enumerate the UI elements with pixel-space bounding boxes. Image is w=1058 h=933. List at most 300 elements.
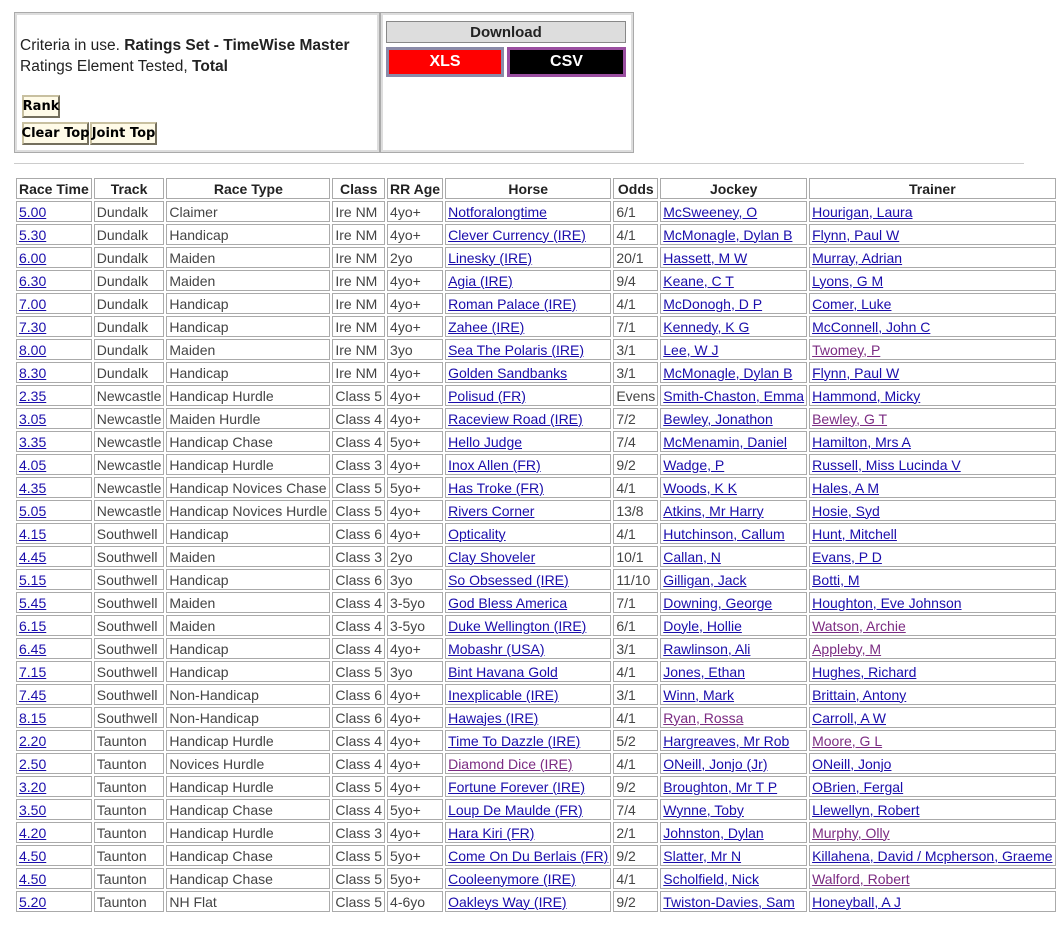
horse-cell[interactable] xyxy=(445,891,611,912)
trainer-cell[interactable] xyxy=(809,891,1055,912)
jockey-link[interactable]: Bewley, Jonathon xyxy=(663,410,773,427)
odds-cell xyxy=(613,293,658,314)
horse-link[interactable]: God Bless America xyxy=(448,594,568,611)
trainer-cell[interactable] xyxy=(809,523,1055,544)
jockey-link[interactable]: ONeill, Jonjo (Jr) xyxy=(663,755,768,772)
trainer-cell[interactable] xyxy=(809,270,1055,291)
jockey-link[interactable]: Smith-Chaston, Emma xyxy=(663,387,805,404)
time-cell[interactable] xyxy=(16,615,92,636)
time-cell[interactable] xyxy=(16,247,92,268)
time-cell[interactable] xyxy=(16,316,92,337)
jockey-cell[interactable] xyxy=(660,339,807,360)
trainer-link[interactable]: Brittain, Antony xyxy=(812,686,907,703)
time-cell[interactable] xyxy=(16,546,92,567)
horse-link[interactable]: Inexplicable (IRE) xyxy=(448,686,559,703)
trainer-link[interactable]: Flynn, Paul W xyxy=(812,226,900,243)
time-cell[interactable] xyxy=(16,270,92,291)
jockey-link[interactable]: Winn, Mark xyxy=(663,686,735,703)
jockey-cell[interactable] xyxy=(660,270,807,291)
header-horse: Horse xyxy=(445,178,611,199)
jockey-cell[interactable] xyxy=(660,638,807,659)
horse-cell[interactable] xyxy=(445,339,611,360)
trainer-link[interactable]: Hales, A M xyxy=(812,479,880,496)
jockey-cell[interactable] xyxy=(660,362,807,383)
track-cell xyxy=(94,615,165,636)
jockey-link[interactable]: McSweeney, O xyxy=(663,203,758,220)
jockey-cell[interactable] xyxy=(660,707,807,728)
jockey-link[interactable]: McMonagle, Dylan B xyxy=(663,364,793,381)
trainer-link[interactable]: OBrien, Fergal xyxy=(812,778,904,795)
track-cell xyxy=(94,891,165,912)
jockey-cell[interactable] xyxy=(660,523,807,544)
jockey-link[interactable]: Twiston-Davies, Sam xyxy=(663,893,795,910)
xls-download-button[interactable]: XLS xyxy=(386,47,504,77)
race-time-link[interactable]: 5.30 xyxy=(19,226,47,243)
trainer-cell[interactable] xyxy=(809,822,1055,843)
trainer-link[interactable]: Bewley, G T xyxy=(812,410,888,427)
trainer-link[interactable]: Murray, Adrian xyxy=(812,249,903,266)
trainer-cell[interactable] xyxy=(809,431,1055,452)
jockey-link[interactable]: McDonogh, D P xyxy=(663,295,763,312)
time-cell[interactable] xyxy=(16,201,92,222)
age-cell xyxy=(387,707,443,728)
horse-link[interactable]: Opticality xyxy=(448,525,506,542)
horse-cell[interactable] xyxy=(445,822,611,843)
horse-link[interactable]: Agia (IRE) xyxy=(448,272,513,289)
horse-link[interactable]: Loup De Maulde (FR) xyxy=(448,801,583,818)
horse-link[interactable]: Roman Palace (IRE) xyxy=(448,295,577,312)
horse-link[interactable]: Hara Kiri (FR) xyxy=(448,824,535,841)
trainer-link[interactable]: Hammond, Micky xyxy=(812,387,921,404)
horse-cell[interactable] xyxy=(445,592,611,613)
jockey-link[interactable]: Hargreaves, Mr Rob xyxy=(663,732,790,749)
time-cell[interactable] xyxy=(16,730,92,751)
horse-link[interactable]: Golden Sandbanks xyxy=(448,364,568,381)
trainer-link[interactable]: Hunt, Mitchell xyxy=(812,525,897,542)
time-cell[interactable] xyxy=(16,454,92,475)
class-cell: Class 3 xyxy=(335,824,383,841)
table-row xyxy=(16,408,1056,429)
horse-cell[interactable] xyxy=(445,523,611,544)
trainer-cell[interactable] xyxy=(809,408,1055,429)
jockey-cell[interactable] xyxy=(660,730,807,751)
trainer-cell[interactable] xyxy=(809,454,1055,475)
joint-top-button[interactable]: Joint Top xyxy=(90,122,157,145)
trainer-link[interactable]: Walford, Robert xyxy=(812,870,910,887)
time-cell[interactable] xyxy=(16,822,92,843)
horse-cell[interactable] xyxy=(445,293,611,314)
horse-link[interactable]: Sea The Polaris (IRE) xyxy=(448,341,584,358)
jockey-link[interactable]: Downing, George xyxy=(663,594,773,611)
horse-link[interactable]: Fortune Forever (IRE) xyxy=(448,778,586,795)
jockey-cell[interactable] xyxy=(660,500,807,521)
jockey-cell[interactable] xyxy=(660,293,807,314)
divider xyxy=(14,163,1024,164)
horse-cell[interactable] xyxy=(445,707,611,728)
odds-cell: 9/2 xyxy=(616,456,636,473)
race-time-link[interactable]: 3.20 xyxy=(19,778,47,795)
trainer-link[interactable]: Murphy, Olly xyxy=(812,824,890,841)
horse-link[interactable]: Cooleenymore (IRE) xyxy=(448,870,576,887)
trainer-cell[interactable] xyxy=(809,362,1055,383)
time-cell[interactable] xyxy=(16,799,92,820)
time-cell[interactable] xyxy=(16,776,92,797)
trainer-link[interactable]: Houghton, Eve Johnson xyxy=(812,594,962,611)
odds-cell xyxy=(613,477,658,498)
time-cell[interactable] xyxy=(16,592,92,613)
class-cell: Class 6 xyxy=(335,686,383,703)
odds-cell xyxy=(613,546,658,567)
trainer-cell[interactable] xyxy=(809,845,1055,866)
class-cell: Class 5 xyxy=(335,502,383,519)
race-time-link[interactable]: 5.15 xyxy=(19,571,47,588)
time-cell[interactable] xyxy=(16,408,92,429)
race-time-link[interactable]: 3.35 xyxy=(19,433,47,450)
type-cell xyxy=(166,339,330,360)
track-cell xyxy=(94,707,165,728)
horse-cell[interactable] xyxy=(445,270,611,291)
odds-cell: 4/1 xyxy=(616,755,636,772)
time-cell[interactable] xyxy=(16,891,92,912)
jockey-cell[interactable] xyxy=(660,569,807,590)
jockey-link[interactable]: Wadge, P xyxy=(663,456,725,473)
time-cell[interactable] xyxy=(16,684,92,705)
race-time-link[interactable]: 2.20 xyxy=(19,732,47,749)
horse-link[interactable]: Hello Judge xyxy=(448,433,523,450)
jockey-link[interactable]: Kennedy, K G xyxy=(663,318,750,335)
trainer-cell[interactable] xyxy=(809,293,1055,314)
jockey-link[interactable]: McMonagle, Dylan B xyxy=(663,226,793,243)
time-cell[interactable] xyxy=(16,385,92,406)
trainer-link[interactable]: McConnell, John C xyxy=(812,318,931,335)
trainer-cell[interactable] xyxy=(809,500,1055,521)
trainer-link[interactable]: Comer, Luke xyxy=(812,295,892,312)
horse-cell[interactable] xyxy=(445,477,611,498)
jockey-cell[interactable] xyxy=(660,661,807,682)
track-cell xyxy=(94,845,165,866)
race-time-link[interactable]: 4.05 xyxy=(19,456,47,473)
trainer-link[interactable]: Hamilton, Mrs A xyxy=(812,433,911,450)
jockey-cell[interactable] xyxy=(660,454,807,475)
horse-cell[interactable] xyxy=(445,224,611,245)
time-cell[interactable] xyxy=(16,339,92,360)
time-cell[interactable] xyxy=(16,707,92,728)
horse-link[interactable]: Inox Allen (FR) xyxy=(448,456,541,473)
race-time-link[interactable]: 7.30 xyxy=(19,318,47,335)
horse-cell[interactable] xyxy=(445,408,611,429)
horse-cell[interactable] xyxy=(445,661,611,682)
jockey-cell[interactable] xyxy=(660,891,807,912)
class-cell xyxy=(332,822,385,843)
jockey-cell[interactable] xyxy=(660,224,807,245)
jockey-cell[interactable] xyxy=(660,822,807,843)
download-title: Download xyxy=(386,21,626,43)
age-cell xyxy=(387,638,443,659)
horse-link[interactable]: Diamond Dice (IRE) xyxy=(448,755,573,772)
horse-cell[interactable] xyxy=(445,546,611,567)
trainer-link[interactable]: Hughes, Richard xyxy=(812,663,917,680)
jockey-link[interactable]: Rawlinson, Ali xyxy=(663,640,751,657)
horse-cell[interactable] xyxy=(445,684,611,705)
trainer-cell[interactable] xyxy=(809,569,1055,590)
trainer-cell[interactable] xyxy=(809,753,1055,774)
horse-cell[interactable] xyxy=(445,431,611,452)
horse-cell[interactable] xyxy=(445,753,611,774)
jockey-cell[interactable] xyxy=(660,385,807,406)
time-cell[interactable] xyxy=(16,477,92,498)
race-time-link[interactable]: 5.05 xyxy=(19,502,47,519)
horse-cell[interactable] xyxy=(445,776,611,797)
jockey-cell[interactable] xyxy=(660,776,807,797)
jockey-link[interactable]: Doyle, Hollie xyxy=(663,617,742,634)
jockey-link[interactable]: Gilligan, Jack xyxy=(663,571,747,588)
time-cell[interactable] xyxy=(16,362,92,383)
horse-link[interactable]: Oakleys Way (IRE) xyxy=(448,893,567,910)
jockey-link[interactable]: Johnston, Dylan xyxy=(663,824,764,841)
odds-cell xyxy=(613,799,658,820)
horse-link[interactable]: Time To Dazzle (IRE) xyxy=(448,732,581,749)
trainer-link[interactable]: Honeyball, A J xyxy=(812,893,901,910)
trainer-link[interactable]: Watson, Archie xyxy=(812,617,906,634)
horse-link[interactable]: Bint Havana Gold xyxy=(448,663,558,680)
race-time-link[interactable]: 7.15 xyxy=(19,663,47,680)
jockey-cell[interactable] xyxy=(660,477,807,498)
horse-cell[interactable] xyxy=(445,868,611,889)
trainer-cell[interactable] xyxy=(809,776,1055,797)
track-cell xyxy=(94,661,165,682)
jockey-link[interactable]: McMenamin, Daniel xyxy=(663,433,787,450)
race-time-link[interactable]: 6.45 xyxy=(19,640,47,657)
race-time-link[interactable]: 4.50 xyxy=(19,847,47,864)
race-time-link[interactable]: 4.35 xyxy=(19,479,47,496)
jockey-cell[interactable] xyxy=(660,615,807,636)
horse-link[interactable]: Clay Shoveler xyxy=(448,548,536,565)
trainer-link[interactable]: Twomey, P xyxy=(812,341,881,358)
race-time-link[interactable]: 8.15 xyxy=(19,709,47,726)
odds-cell xyxy=(613,431,658,452)
horse-link[interactable]: Linesky (IRE) xyxy=(448,249,533,266)
time-cell[interactable] xyxy=(16,569,92,590)
horse-link[interactable]: Raceview Road (IRE) xyxy=(448,410,583,427)
trainer-cell[interactable] xyxy=(809,201,1055,222)
jockey-cell[interactable] xyxy=(660,799,807,820)
trainer-link[interactable]: Russell, Miss Lucinda V xyxy=(812,456,961,473)
jockey-cell[interactable] xyxy=(660,845,807,866)
trainer-link[interactable]: Llewellyn, Robert xyxy=(812,801,920,818)
horse-cell[interactable] xyxy=(445,615,611,636)
jockey-link[interactable]: Woods, K K xyxy=(663,479,737,496)
horse-link[interactable]: Mobashr (USA) xyxy=(448,640,545,657)
time-cell[interactable] xyxy=(16,845,92,866)
csv-download-button[interactable]: CSV xyxy=(507,47,626,77)
horse-cell[interactable] xyxy=(445,454,611,475)
trainer-cell[interactable] xyxy=(809,316,1055,337)
trainer-cell[interactable] xyxy=(809,707,1055,728)
horse-cell[interactable] xyxy=(445,730,611,751)
jockey-link[interactable]: Lee, W J xyxy=(663,341,719,358)
race-time-link[interactable]: 8.30 xyxy=(19,364,47,381)
type-cell xyxy=(166,385,330,406)
trainer-cell[interactable] xyxy=(809,247,1055,268)
trainer-cell[interactable] xyxy=(809,546,1055,567)
trainer-link[interactable]: Killahena, David / Mcpherson, Graeme xyxy=(812,847,1053,864)
time-cell[interactable] xyxy=(16,293,92,314)
time-cell[interactable] xyxy=(16,500,92,521)
odds-cell: 3/1 xyxy=(616,341,636,358)
track-cell xyxy=(94,684,165,705)
jockey-link[interactable]: Ryan, Rossa xyxy=(663,709,744,726)
age-cell xyxy=(387,615,443,636)
race-time-link[interactable]: 2.35 xyxy=(19,387,47,404)
jockey-link[interactable]: Keane, C T xyxy=(663,272,734,289)
race-time-link[interactable]: 4.50 xyxy=(19,870,47,887)
race-time-link[interactable]: 4.15 xyxy=(19,525,47,542)
race-time-link[interactable]: 4.20 xyxy=(19,824,47,841)
trainer-link[interactable]: Flynn, Paul W xyxy=(812,364,900,381)
class-cell xyxy=(332,316,385,337)
trainer-cell[interactable] xyxy=(809,224,1055,245)
horse-link[interactable]: Notforalongtime xyxy=(448,203,547,220)
race-time-link[interactable]: 4.45 xyxy=(19,548,47,565)
jockey-cell[interactable] xyxy=(660,431,807,452)
horse-link[interactable]: Rivers Corner xyxy=(448,502,535,519)
trainer-cell[interactable] xyxy=(809,868,1055,889)
time-cell[interactable] xyxy=(16,868,92,889)
jockey-link[interactable]: Scholfield, Nick xyxy=(663,870,759,887)
age-cell xyxy=(387,201,443,222)
time-cell[interactable] xyxy=(16,523,92,544)
track-cell xyxy=(94,201,165,222)
trainer-cell[interactable] xyxy=(809,661,1055,682)
trainer-link[interactable]: ONeill, Jonjo xyxy=(812,755,892,772)
race-time-link[interactable]: 5.00 xyxy=(19,203,47,220)
horse-link[interactable]: Polisud (FR) xyxy=(448,387,526,404)
race-time-link[interactable]: 5.20 xyxy=(19,893,47,910)
time-cell[interactable] xyxy=(16,753,92,774)
trainer-cell[interactable] xyxy=(809,799,1055,820)
trainer-link[interactable]: Hourigan, Laura xyxy=(812,203,913,220)
trainer-cell[interactable] xyxy=(809,730,1055,751)
jockey-cell[interactable] xyxy=(660,247,807,268)
horse-link[interactable]: Clever Currency (IRE) xyxy=(448,226,586,243)
horse-link[interactable]: Hawajes (IRE) xyxy=(448,709,539,726)
horse-cell[interactable] xyxy=(445,799,611,820)
trainer-cell[interactable] xyxy=(809,684,1055,705)
race-time-link[interactable]: 3.05 xyxy=(19,410,47,427)
type-cell xyxy=(166,224,330,245)
race-time-link[interactable]: 2.50 xyxy=(19,755,47,772)
jockey-link[interactable]: Hassett, M W xyxy=(663,249,748,266)
time-cell[interactable] xyxy=(16,638,92,659)
jockey-link[interactable]: Hutchinson, Callum xyxy=(663,525,785,542)
horse-cell[interactable] xyxy=(445,638,611,659)
trainer-link[interactable]: Moore, G L xyxy=(812,732,883,749)
horse-cell[interactable] xyxy=(445,845,611,866)
horse-cell[interactable] xyxy=(445,316,611,337)
jockey-cell[interactable] xyxy=(660,753,807,774)
trainer-cell[interactable] xyxy=(809,615,1055,636)
clear-top-button[interactable]: Clear Top xyxy=(22,122,89,145)
horse-link[interactable]: Come On Du Berlais (FR) xyxy=(448,847,609,864)
jockey-link[interactable]: Callan, N xyxy=(663,548,721,565)
jockey-cell[interactable] xyxy=(660,546,807,567)
jockey-cell[interactable] xyxy=(660,201,807,222)
trainer-link[interactable]: Hosie, Syd xyxy=(812,502,880,519)
odds-cell xyxy=(613,569,658,590)
race-time-link[interactable]: 8.00 xyxy=(19,341,47,358)
jockey-link[interactable]: Slatter, Mr N xyxy=(663,847,742,864)
trainer-link[interactable]: Botti, M xyxy=(812,571,860,588)
trainer-link[interactable]: Lyons, G M xyxy=(812,272,884,289)
race-time-link[interactable]: 7.00 xyxy=(19,295,47,312)
jockey-link[interactable]: Wynne, Toby xyxy=(663,801,744,818)
trainer-cell[interactable] xyxy=(809,592,1055,613)
jockey-cell[interactable] xyxy=(660,868,807,889)
track-cell xyxy=(94,477,165,498)
class-cell: Ire NM xyxy=(335,341,378,358)
jockey-cell[interactable] xyxy=(660,684,807,705)
race-time-link[interactable]: 6.00 xyxy=(19,249,47,266)
jockey-cell[interactable] xyxy=(660,408,807,429)
trainer-link[interactable]: Appleby, M xyxy=(812,640,882,657)
class-cell: Class 4 xyxy=(335,801,383,818)
trainer-link[interactable]: Evans, P D xyxy=(812,548,882,565)
time-cell[interactable] xyxy=(16,661,92,682)
header-race-time: Race Time xyxy=(16,178,92,199)
jockey-link[interactable]: Jones, Ethan xyxy=(663,663,745,680)
type-cell xyxy=(166,477,330,498)
race-time-link[interactable]: 6.15 xyxy=(19,617,47,634)
odds-cell: 4/1 xyxy=(616,226,636,243)
jockey-link[interactable]: Broughton, Mr T P xyxy=(663,778,778,795)
horse-link[interactable]: Duke Wellington (IRE) xyxy=(448,617,587,634)
jockey-cell[interactable] xyxy=(660,316,807,337)
track-cell: Southwell xyxy=(96,571,158,588)
odds-cell xyxy=(613,339,658,360)
table-row xyxy=(16,362,1056,383)
trainer-cell[interactable] xyxy=(809,385,1055,406)
horse-cell[interactable] xyxy=(445,201,611,222)
class-cell: Class 5 xyxy=(335,663,383,680)
type-cell xyxy=(166,270,330,291)
jockey-link[interactable]: Atkins, Mr Harry xyxy=(663,502,764,519)
odds-cell: 7/4 xyxy=(616,433,636,450)
trainer-link[interactable]: Carroll, A W xyxy=(812,709,886,726)
jockey-cell[interactable] xyxy=(660,592,807,613)
race-time-link[interactable]: 5.45 xyxy=(19,594,47,611)
trainer-cell[interactable] xyxy=(809,638,1055,659)
race-time-link[interactable]: 6.30 xyxy=(19,272,47,289)
time-cell[interactable] xyxy=(16,224,92,245)
horse-link[interactable]: Has Troke (FR) xyxy=(448,479,544,496)
horse-link[interactable]: Zahee (IRE) xyxy=(448,318,525,335)
horse-cell[interactable] xyxy=(445,362,611,383)
class-cell: Ire NM xyxy=(335,295,378,312)
race-time-link[interactable]: 7.45 xyxy=(19,686,47,703)
horse-cell[interactable] xyxy=(445,569,611,590)
trainer-cell[interactable] xyxy=(809,477,1055,498)
horse-link[interactable]: So Obsessed (IRE) xyxy=(448,571,569,588)
horse-cell[interactable] xyxy=(445,247,611,268)
time-cell[interactable] xyxy=(16,431,92,452)
horse-cell[interactable] xyxy=(445,385,611,406)
race-time-link[interactable]: 3.50 xyxy=(19,801,47,818)
trainer-cell[interactable] xyxy=(809,339,1055,360)
rr-age-cell: 4yo+ xyxy=(390,755,421,772)
rank-button[interactable]: Rank xyxy=(22,95,60,118)
race-type-cell: Handicap Chase xyxy=(169,433,273,450)
horse-cell[interactable] xyxy=(445,500,611,521)
